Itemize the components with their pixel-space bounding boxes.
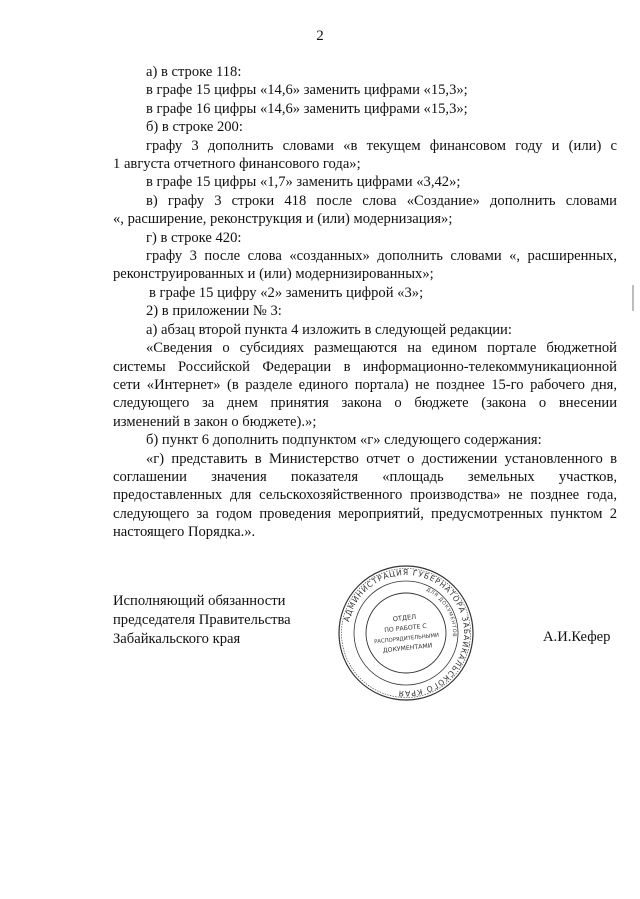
official-seal [336,563,476,703]
seal-ring-text: АДМИНИСТРАЦИЯ ГУБЕРНАТОРА ЗАБАЙКАЛЬСКОГО КРАЯ [342,567,472,699]
paragraph-line: системы Российской Федерации в информационно-телекоммуникационной [113,358,617,375]
paragraph-line: следующего за днем принятия закона о бюджете (закона о внесении [113,395,617,412]
seal-center-text: ПО РАБОТЕ С [384,622,428,635]
paragraph: 2) в приложении № 3: [146,303,282,320]
paragraph: а) в строке 118: [146,64,242,80]
seal-center-text: РАСПОРЯДИТЕЛЬНЫМИ [373,632,440,646]
paragraph-line: «г) представить в Министерство отчет о достижении установленного в [146,450,617,467]
paragraph-line: предоставленных для сельскохозяйственного производства» не позднее года, [113,487,617,504]
seal-center-text: ОТДЕЛ [392,612,417,624]
paragraph: в графе 15 цифры «1,7» заменить цифрами «3,42»; [146,174,461,191]
paragraph: г) в строке 420: [146,229,242,246]
seal-inner-ring-text: ДЛЯ ДОКУМЕНТОВ [425,586,458,638]
signatory-title [113,592,363,649]
paragraph-line: настоящего Порядка.». [113,524,256,541]
paragraph-line: следующего за годом проведения мероприятий, предусмотренных пунктом 2 [113,505,617,522]
paragraph: б) в строке 200: [146,119,243,136]
paragraph-line: изменений в закон о бюджете).»; [113,413,317,430]
paragraph-line: графу 3 дополнить словами «в текущем финансовом году и (или) с [146,137,617,154]
signer-name: А.И.Кефер [543,629,611,645]
paragraph-line: в) графу 3 строки 418 после слова «Создание» дополнить словами [146,192,617,209]
document-body [113,63,617,542]
paragraph-line: реконструированных и (или) модернизированных»; [113,266,434,283]
signatory-title-line: Исполняющий обязанности [113,593,286,609]
paragraph: в графе 15 цифру «2» заменить цифрой «3»; [149,284,424,301]
signatory-title-line: председателя Правительства [113,612,291,628]
paragraph-line: соглашении значения показателя «площадь земельных участков, [113,468,617,485]
paragraph: в графе 15 цифры «14,6» заменить цифрами «15,3»; [146,82,468,99]
paragraph: а) абзац второй пункта 4 изложить в следующей редакции: [146,321,512,338]
paragraph-line: сети «Интернет» (в разделе единого портала) не позднее 15-го рабочего дня, [113,376,617,393]
scan-edge-mark [632,285,634,311]
signatory-title-line: Забайкальского края [113,631,241,647]
paragraph: в графе 16 цифры «14,6» заменить цифрами «15,3»; [146,100,468,117]
paragraph-line: «Сведения о субсидиях размещаются на едином портале бюджетной [146,340,617,357]
seal-center-text: ДОКУМЕНТАМИ [382,642,433,655]
paragraph: б) пункт 6 дополнить подпунктом «г» следующего содержания: [146,432,542,449]
paragraph-line: 1 августа отчетного финансового года»; [113,156,361,173]
paragraph-line: графу 3 после слова «созданных» дополнить словами «, расширенных, [146,248,617,265]
page-number: 2 [316,28,324,44]
paragraph-line: «, расширение, реконструкция и (или) модернизация»; [113,211,453,228]
